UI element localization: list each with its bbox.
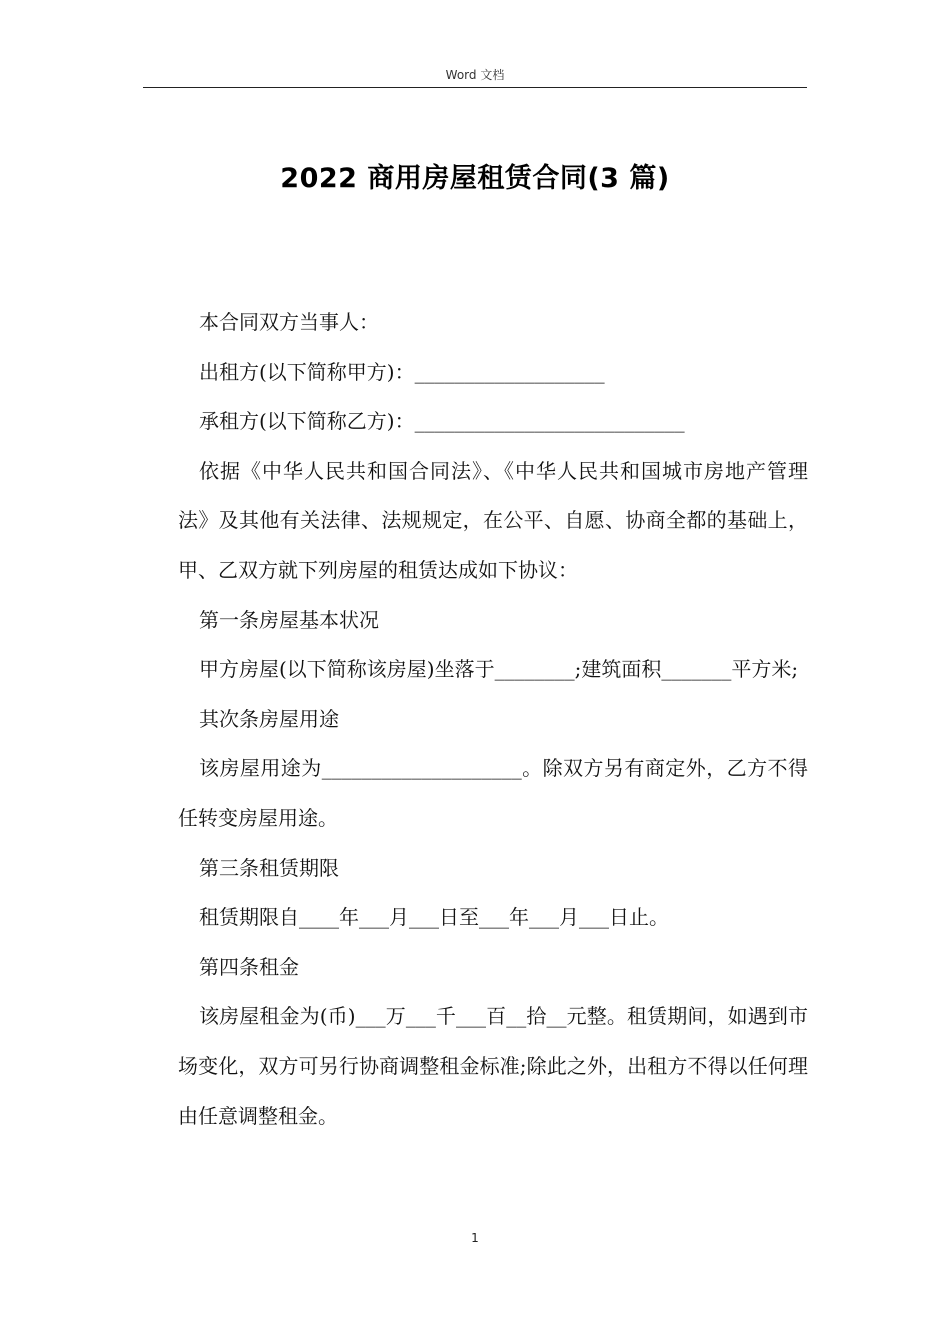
page-number: 1 (471, 1231, 479, 1245)
page-header-label: Word 文档 (445, 68, 505, 82)
paragraph-property-location: 甲方房屋(以下简称该房屋)坐落于________;建筑面积_______平方米; (199, 657, 799, 682)
document-title: 2022 商用房屋租赁合同(3 篇) (280, 163, 670, 194)
document-body (178, 298, 808, 1141)
paragraph-lease-term: 租赁期限自____年___月___日至___年___月___日止。 (199, 905, 669, 930)
paragraph-property-use: 该房屋用途为____________________。除双方另有商定外，乙方不得任转变房屋用途。 (178, 756, 808, 830)
header-divider (143, 87, 807, 88)
paragraph-parties-intro: 本合同双方当事人： (199, 310, 379, 334)
section-heading-1: 第一条房屋基本状况 (199, 607, 379, 632)
paragraph-legal-basis: 依据《中华人民共和国合同法》、《中华人民共和国城市房地产管理法》及其他有关法律、法规规定，在公平、自愿、协商全都的基础上，甲、乙双方就下列房屋的租赁达成如下协议： (178, 458, 808, 582)
paragraph-rent: 该房屋租金为(币)___万___千___百__拾__元整。租赁期间，如遇到市场变化，双方可另行协商调整租金标准;除此之外，出租方不得以任何理由任意调整租金。 (178, 1004, 808, 1128)
paragraph-lessee: 承租方(以下简称乙方)：___________________________ (199, 409, 685, 434)
section-heading-2: 其次条房屋用途 (199, 706, 339, 731)
section-heading-4: 第四条租金 (199, 954, 299, 979)
paragraph-lessor: 出租方(以下简称甲方)：___________________ (199, 359, 605, 384)
section-heading-3: 第三条租赁期限 (199, 855, 339, 880)
